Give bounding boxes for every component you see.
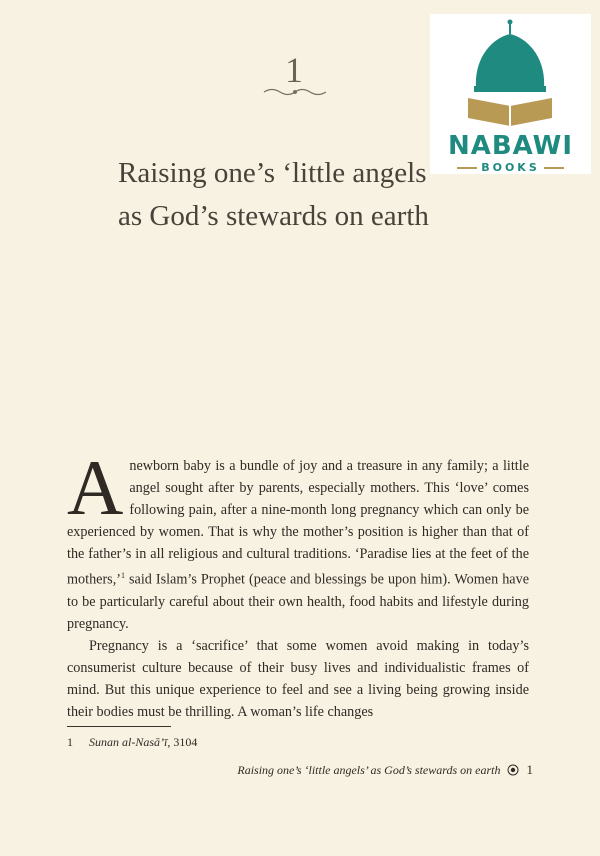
chapter-ornament-icon	[262, 86, 328, 98]
chapter-number: 1	[285, 50, 303, 90]
footnote	[67, 735, 197, 750]
footnote-source: Sunan al-Nasā’ī,	[89, 735, 171, 749]
logo-subtitle: BOOKS	[430, 162, 591, 174]
drop-cap: A	[67, 444, 124, 531]
paragraph-1-text: newborn baby is a bundle of joy and a treasure in any family; a little angel sought after by parents, especially mothers. This ‘love’ comes following pain, after a nine-month long pregnancy which can only be experienced by women. That is why the mother’s position is higher than that of the father’s in all religious and cultural traditions. ‘Paradise lies at the feet of the mothers,’	[67, 458, 529, 588]
body-text	[67, 444, 529, 723]
paragraph-2: Pregnancy is a ‘sacrifice’ that some women avoid making in today’s consumerist culture because of their busy lives and individualistic frames of mind. But this unique experience to feel and see a living being growing inside their bodies must be thrilling. A woman’s life changes	[67, 637, 529, 720]
publisher-logo	[430, 14, 591, 174]
paragraph-1-end: said Islam’s Prophet (peace and blessings be upon him). Women have to be particularly careful about their own health, food habits and lifestyle during pregnancy.	[67, 571, 529, 632]
footnote-divider	[67, 726, 171, 727]
footnote-number: 1	[67, 735, 73, 749]
chapter-title	[118, 152, 478, 238]
chapter-title-line-2: as God’s stewards on earth	[118, 200, 429, 232]
footer-ornament-icon	[507, 764, 519, 776]
page-number: 1	[526, 762, 533, 777]
dome-book-icon	[430, 14, 591, 134]
logo-name: NABAWI	[447, 131, 573, 161]
chapter-title-line-1: Raising one’s ‘little angels	[118, 157, 427, 189]
running-title: Raising one’s ‘little angels’ as God’s stewards on earth	[237, 762, 501, 777]
footnote-mark: 1	[120, 571, 125, 580]
running-footer	[237, 762, 533, 778]
paragraph-1	[67, 444, 529, 635]
footnote-ref: 3104	[170, 735, 198, 749]
